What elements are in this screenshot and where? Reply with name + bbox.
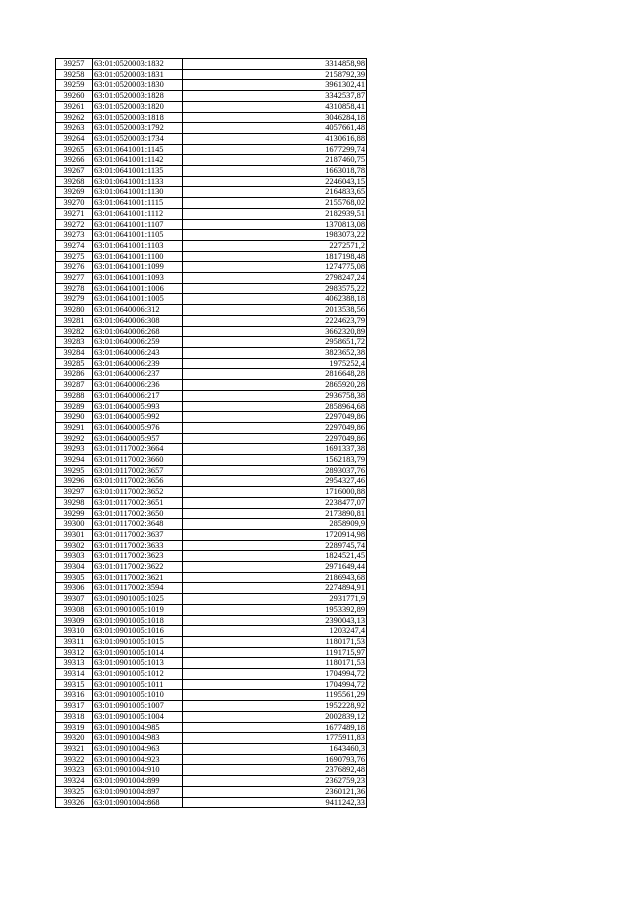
row-number-cell: 39316 bbox=[56, 690, 93, 701]
row-number-cell: 39298 bbox=[56, 497, 93, 508]
cadastral-number-cell: 63:01:0520003:1830 bbox=[93, 80, 183, 91]
cadastral-value-cell: 1691337,38 bbox=[183, 444, 367, 455]
table-row bbox=[56, 519, 367, 530]
row-number-cell: 39326 bbox=[56, 797, 93, 808]
cadastral-number-cell: 63:01:0640005:976 bbox=[93, 422, 183, 433]
row-number-cell: 39275 bbox=[56, 251, 93, 262]
cadastral-number-cell: 63:01:0641001:1005 bbox=[93, 294, 183, 305]
cadastral-value-cell: 2186943,68 bbox=[183, 572, 367, 583]
table-row bbox=[56, 433, 367, 444]
cadastral-number-cell: 63:01:0901004:963 bbox=[93, 744, 183, 755]
table-row bbox=[56, 508, 367, 519]
cadastral-number-cell: 63:01:0901005:1014 bbox=[93, 647, 183, 658]
table-row bbox=[56, 133, 367, 144]
table-body bbox=[56, 59, 367, 808]
table-row bbox=[56, 754, 367, 765]
table-row bbox=[56, 101, 367, 112]
row-number-cell: 39325 bbox=[56, 786, 93, 797]
table-row bbox=[56, 347, 367, 358]
row-number-cell: 39318 bbox=[56, 711, 93, 722]
table-row bbox=[56, 155, 367, 166]
table-row bbox=[56, 358, 367, 369]
table-row bbox=[56, 390, 367, 401]
cadastral-number-cell: 63:01:0901004:899 bbox=[93, 776, 183, 787]
table-row bbox=[56, 540, 367, 551]
cadastral-number-cell: 63:01:0117002:3652 bbox=[93, 487, 183, 498]
cadastral-number-cell: 63:01:0641001:1145 bbox=[93, 144, 183, 155]
row-number-cell: 39264 bbox=[56, 133, 93, 144]
cadastral-number-cell: 63:01:0640005:957 bbox=[93, 433, 183, 444]
cadastral-number-cell: 63:01:0901004:897 bbox=[93, 786, 183, 797]
cadastral-number-cell: 63:01:0640005:992 bbox=[93, 412, 183, 423]
table-row bbox=[56, 240, 367, 251]
row-number-cell: 39278 bbox=[56, 283, 93, 294]
cadastral-value-cell: 2893037,76 bbox=[183, 465, 367, 476]
table-row bbox=[56, 422, 367, 433]
cadastral-number-cell: 63:01:0901005:1018 bbox=[93, 615, 183, 626]
cadastral-number-cell: 63:01:0640006:308 bbox=[93, 315, 183, 326]
row-number-cell: 39258 bbox=[56, 69, 93, 80]
cadastral-value-cell: 2173890,81 bbox=[183, 508, 367, 519]
row-number-cell: 39287 bbox=[56, 380, 93, 391]
cadastral-number-cell: 63:01:0117002:3650 bbox=[93, 508, 183, 519]
row-number-cell: 39273 bbox=[56, 230, 93, 241]
cadastral-number-cell: 63:01:0640006:236 bbox=[93, 380, 183, 391]
table-row bbox=[56, 455, 367, 466]
cadastral-value-cell: 4310858,41 bbox=[183, 101, 367, 112]
cadastral-value-cell: 2983575,22 bbox=[183, 283, 367, 294]
cadastral-number-cell: 63:01:0117002:3651 bbox=[93, 497, 183, 508]
cadastral-value-cell: 1704994,72 bbox=[183, 679, 367, 690]
cadastral-value-cell: 3342537,87 bbox=[183, 91, 367, 102]
row-number-cell: 39319 bbox=[56, 722, 93, 733]
table-row bbox=[56, 711, 367, 722]
row-number-cell: 39277 bbox=[56, 273, 93, 284]
cadastral-number-cell: 63:01:0640006:217 bbox=[93, 390, 183, 401]
table-row bbox=[56, 562, 367, 573]
table-row bbox=[56, 91, 367, 102]
table-row bbox=[56, 283, 367, 294]
cadastral-number-cell: 63:01:0117002:3660 bbox=[93, 455, 183, 466]
cadastral-value-cell: 2238477,07 bbox=[183, 497, 367, 508]
cadastral-number-cell: 63:01:0901004:985 bbox=[93, 722, 183, 733]
cadastral-number-cell: 63:01:0641001:1133 bbox=[93, 176, 183, 187]
cadastral-number-cell: 63:01:0520003:1820 bbox=[93, 101, 183, 112]
cadastral-number-cell: 63:01:0901005:1004 bbox=[93, 711, 183, 722]
cadastral-value-cell: 1953392,89 bbox=[183, 604, 367, 615]
table-row bbox=[56, 765, 367, 776]
cadastral-value-cell: 2858964,68 bbox=[183, 401, 367, 412]
row-number-cell: 39300 bbox=[56, 519, 93, 530]
row-number-cell: 39279 bbox=[56, 294, 93, 305]
cadastral-number-cell: 63:01:0641001:1105 bbox=[93, 230, 183, 241]
table-row bbox=[56, 647, 367, 658]
cadastral-value-cell: 3823652,38 bbox=[183, 347, 367, 358]
row-number-cell: 39267 bbox=[56, 166, 93, 177]
table-row bbox=[56, 273, 367, 284]
cadastral-number-cell: 63:01:0117002:3648 bbox=[93, 519, 183, 530]
row-number-cell: 39269 bbox=[56, 187, 93, 198]
cadastral-number-cell: 63:01:0640006:268 bbox=[93, 326, 183, 337]
cadastral-number-cell: 63:01:0117002:3657 bbox=[93, 465, 183, 476]
cadastral-number-cell: 63:01:0641001:1112 bbox=[93, 208, 183, 219]
row-number-cell: 39286 bbox=[56, 369, 93, 380]
cadastral-value-cell: 2858909,9 bbox=[183, 519, 367, 530]
cadastral-value-cell: 2155768,02 bbox=[183, 198, 367, 209]
cadastral-value-cell: 1663018,78 bbox=[183, 166, 367, 177]
table-row bbox=[56, 315, 367, 326]
cadastral-value-cell: 1677299,74 bbox=[183, 144, 367, 155]
cadastral-value-cell: 2182939,51 bbox=[183, 208, 367, 219]
table-row bbox=[56, 487, 367, 498]
table-row bbox=[56, 786, 367, 797]
cadastral-value-cell: 4057661,48 bbox=[183, 123, 367, 134]
table-row bbox=[56, 636, 367, 647]
row-number-cell: 39309 bbox=[56, 615, 93, 626]
cadastral-number-cell: 63:01:0641001:1006 bbox=[93, 283, 183, 294]
cadastral-value-cell: 1370813,08 bbox=[183, 219, 367, 230]
cadastral-number-cell: 63:01:0901004:983 bbox=[93, 733, 183, 744]
cadastral-value-cell: 1983073,22 bbox=[183, 230, 367, 241]
row-number-cell: 39310 bbox=[56, 626, 93, 637]
table-row bbox=[56, 658, 367, 669]
cadastral-value-cell: 2936758,38 bbox=[183, 390, 367, 401]
cadastral-value-cell: 2297049,86 bbox=[183, 412, 367, 423]
table-row bbox=[56, 208, 367, 219]
row-number-cell: 39313 bbox=[56, 658, 93, 669]
cadastral-value-cell: 1975252,4 bbox=[183, 358, 367, 369]
row-number-cell: 39276 bbox=[56, 262, 93, 273]
table-row bbox=[56, 733, 367, 744]
cadastral-number-cell: 63:01:0520003:1831 bbox=[93, 69, 183, 80]
cadastral-value-cell: 2954327,46 bbox=[183, 476, 367, 487]
cadastral-value-cell: 1203247,4 bbox=[183, 626, 367, 637]
row-number-cell: 39263 bbox=[56, 123, 93, 134]
cadastral-value-cell: 2816648,28 bbox=[183, 369, 367, 380]
table-row bbox=[56, 380, 367, 391]
cadastral-value-cell: 3961302,41 bbox=[183, 80, 367, 91]
table-row bbox=[56, 401, 367, 412]
cadastral-value-cell: 1180171,53 bbox=[183, 658, 367, 669]
cadastral-value-cell: 2865920,28 bbox=[183, 380, 367, 391]
table-row bbox=[56, 337, 367, 348]
cadastral-number-cell: 63:01:0641001:1093 bbox=[93, 273, 183, 284]
cadastral-value-cell: 1180171,53 bbox=[183, 636, 367, 647]
row-number-cell: 39306 bbox=[56, 583, 93, 594]
row-number-cell: 39320 bbox=[56, 733, 93, 744]
cadastral-value-cell: 9411242,33 bbox=[183, 797, 367, 808]
cadastral-number-cell: 63:01:0520003:1734 bbox=[93, 133, 183, 144]
row-number-cell: 39305 bbox=[56, 572, 93, 583]
cadastral-number-cell: 63:01:0117002:3622 bbox=[93, 562, 183, 573]
cadastral-value-cell: 3662320,89 bbox=[183, 326, 367, 337]
cadastral-number-cell: 63:01:0117002:3664 bbox=[93, 444, 183, 455]
row-number-cell: 39304 bbox=[56, 562, 93, 573]
row-number-cell: 39262 bbox=[56, 112, 93, 123]
row-number-cell: 39301 bbox=[56, 529, 93, 540]
cadastral-value-cell: 2798247,24 bbox=[183, 273, 367, 284]
table-row bbox=[56, 251, 367, 262]
row-number-cell: 39303 bbox=[56, 551, 93, 562]
cadastral-value-cell: 1690793,76 bbox=[183, 754, 367, 765]
row-number-cell: 39268 bbox=[56, 176, 93, 187]
cadastral-value-table bbox=[55, 58, 367, 808]
row-number-cell: 39324 bbox=[56, 776, 93, 787]
row-number-cell: 39280 bbox=[56, 305, 93, 316]
cadastral-number-cell: 63:01:0117002:3656 bbox=[93, 476, 183, 487]
cadastral-value-cell: 4062388,18 bbox=[183, 294, 367, 305]
row-number-cell: 39266 bbox=[56, 155, 93, 166]
row-number-cell: 39322 bbox=[56, 754, 93, 765]
cadastral-number-cell: 63:01:0901005:1007 bbox=[93, 701, 183, 712]
table-row bbox=[56, 444, 367, 455]
cadastral-number-cell: 63:01:0641001:1130 bbox=[93, 187, 183, 198]
row-number-cell: 39291 bbox=[56, 422, 93, 433]
cadastral-number-cell: 63:01:0117002:3633 bbox=[93, 540, 183, 551]
row-number-cell: 39292 bbox=[56, 433, 93, 444]
cadastral-value-cell: 3314858,98 bbox=[183, 59, 367, 70]
table-row bbox=[56, 797, 367, 808]
row-number-cell: 39311 bbox=[56, 636, 93, 647]
row-number-cell: 39274 bbox=[56, 240, 93, 251]
cadastral-value-cell: 2971649,44 bbox=[183, 562, 367, 573]
cadastral-number-cell: 63:01:0901005:1011 bbox=[93, 679, 183, 690]
row-number-cell: 39284 bbox=[56, 347, 93, 358]
row-number-cell: 39323 bbox=[56, 765, 93, 776]
cadastral-number-cell: 63:01:0117002:3621 bbox=[93, 572, 183, 583]
row-number-cell: 39261 bbox=[56, 101, 93, 112]
cadastral-number-cell: 63:01:0640006:239 bbox=[93, 358, 183, 369]
cadastral-value-cell: 2224623,79 bbox=[183, 315, 367, 326]
cadastral-value-cell: 2297049,86 bbox=[183, 433, 367, 444]
table-row bbox=[56, 744, 367, 755]
table-row bbox=[56, 69, 367, 80]
row-number-cell: 39283 bbox=[56, 337, 93, 348]
table-row bbox=[56, 701, 367, 712]
cadastral-number-cell: 63:01:0640006:243 bbox=[93, 347, 183, 358]
cadastral-value-cell: 1195561,29 bbox=[183, 690, 367, 701]
cadastral-number-cell: 63:01:0520003:1832 bbox=[93, 59, 183, 70]
table-row bbox=[56, 529, 367, 540]
table-row bbox=[56, 187, 367, 198]
cadastral-value-cell: 4130616,88 bbox=[183, 133, 367, 144]
table-row bbox=[56, 690, 367, 701]
table-row bbox=[56, 219, 367, 230]
cadastral-value-cell: 1677489,18 bbox=[183, 722, 367, 733]
cadastral-number-cell: 63:01:0117002:3594 bbox=[93, 583, 183, 594]
cadastral-value-cell: 1720914,98 bbox=[183, 529, 367, 540]
table-row bbox=[56, 176, 367, 187]
row-number-cell: 39307 bbox=[56, 594, 93, 605]
row-number-cell: 39299 bbox=[56, 508, 93, 519]
cadastral-value-cell: 1704994,72 bbox=[183, 669, 367, 680]
row-number-cell: 39270 bbox=[56, 198, 93, 209]
cadastral-value-cell: 2187460,75 bbox=[183, 155, 367, 166]
row-number-cell: 39321 bbox=[56, 744, 93, 755]
row-number-cell: 39314 bbox=[56, 669, 93, 680]
table-row bbox=[56, 497, 367, 508]
row-number-cell: 39265 bbox=[56, 144, 93, 155]
table-row bbox=[56, 144, 367, 155]
row-number-cell: 39289 bbox=[56, 401, 93, 412]
cadastral-number-cell: 63:01:0901005:1025 bbox=[93, 594, 183, 605]
row-number-cell: 39288 bbox=[56, 390, 93, 401]
cadastral-number-cell: 63:01:0641001:1115 bbox=[93, 198, 183, 209]
cadastral-value-cell: 2289745,74 bbox=[183, 540, 367, 551]
cadastral-value-cell: 2274894,91 bbox=[183, 583, 367, 594]
cadastral-value-cell: 2164833,65 bbox=[183, 187, 367, 198]
cadastral-number-cell: 63:01:0641001:1103 bbox=[93, 240, 183, 251]
table-row bbox=[56, 604, 367, 615]
cadastral-number-cell: 63:01:0901004:910 bbox=[93, 765, 183, 776]
table-row bbox=[56, 326, 367, 337]
cadastral-value-cell: 1643460,3 bbox=[183, 744, 367, 755]
row-number-cell: 39295 bbox=[56, 465, 93, 476]
cadastral-number-cell: 63:01:0901004:868 bbox=[93, 797, 183, 808]
row-number-cell: 39260 bbox=[56, 91, 93, 102]
cadastral-value-cell: 2931771,9 bbox=[183, 594, 367, 605]
table-row bbox=[56, 80, 367, 91]
cadastral-value-cell: 2158792,39 bbox=[183, 69, 367, 80]
cadastral-number-cell: 63:01:0520003:1828 bbox=[93, 91, 183, 102]
cadastral-value-cell: 3046284,18 bbox=[183, 112, 367, 123]
table-row bbox=[56, 615, 367, 626]
cadastral-value-cell: 1824521,45 bbox=[183, 551, 367, 562]
cadastral-number-cell: 63:01:0641001:1142 bbox=[93, 155, 183, 166]
table-row bbox=[56, 369, 367, 380]
cadastral-number-cell: 63:01:0640006:312 bbox=[93, 305, 183, 316]
row-number-cell: 39312 bbox=[56, 647, 93, 658]
cadastral-number-cell: 63:01:0520003:1792 bbox=[93, 123, 183, 134]
table-row bbox=[56, 294, 367, 305]
cadastral-number-cell: 63:01:0520003:1818 bbox=[93, 112, 183, 123]
row-number-cell: 39285 bbox=[56, 358, 93, 369]
cadastral-number-cell: 63:01:0901004:923 bbox=[93, 754, 183, 765]
table-row bbox=[56, 626, 367, 637]
cadastral-number-cell: 63:01:0640006:237 bbox=[93, 369, 183, 380]
cadastral-number-cell: 63:01:0640005:993 bbox=[93, 401, 183, 412]
cadastral-number-cell: 63:01:0901005:1016 bbox=[93, 626, 183, 637]
table-row bbox=[56, 59, 367, 70]
row-number-cell: 39257 bbox=[56, 59, 93, 70]
cadastral-number-cell: 63:01:0641001:1107 bbox=[93, 219, 183, 230]
row-number-cell: 39259 bbox=[56, 80, 93, 91]
cadastral-value-cell: 1274775,08 bbox=[183, 262, 367, 273]
table-row bbox=[56, 669, 367, 680]
row-number-cell: 39315 bbox=[56, 679, 93, 690]
cadastral-value-cell: 1775911,83 bbox=[183, 733, 367, 744]
row-number-cell: 39296 bbox=[56, 476, 93, 487]
row-number-cell: 39282 bbox=[56, 326, 93, 337]
cadastral-value-cell: 1191715,97 bbox=[183, 647, 367, 658]
cadastral-value-cell: 1817198,48 bbox=[183, 251, 367, 262]
cadastral-value-cell: 1562183,79 bbox=[183, 455, 367, 466]
table-row bbox=[56, 583, 367, 594]
cadastral-value-cell: 1952228,92 bbox=[183, 701, 367, 712]
cadastral-number-cell: 63:01:0901005:1015 bbox=[93, 636, 183, 647]
row-number-cell: 39308 bbox=[56, 604, 93, 615]
table-row bbox=[56, 551, 367, 562]
cadastral-number-cell: 63:01:0641001:1099 bbox=[93, 262, 183, 273]
cadastral-number-cell: 63:01:0901005:1010 bbox=[93, 690, 183, 701]
cadastral-number-cell: 63:01:0901005:1013 bbox=[93, 658, 183, 669]
cadastral-number-cell: 63:01:0901005:1019 bbox=[93, 604, 183, 615]
row-number-cell: 39317 bbox=[56, 701, 93, 712]
row-number-cell: 39297 bbox=[56, 487, 93, 498]
row-number-cell: 39281 bbox=[56, 315, 93, 326]
row-number-cell: 39290 bbox=[56, 412, 93, 423]
cadastral-number-cell: 63:01:0640006:259 bbox=[93, 337, 183, 348]
cadastral-value-cell: 2272571,2 bbox=[183, 240, 367, 251]
table-row bbox=[56, 262, 367, 273]
cadastral-number-cell: 63:01:0117002:3637 bbox=[93, 529, 183, 540]
table-row bbox=[56, 123, 367, 134]
cadastral-value-cell: 2013538,56 bbox=[183, 305, 367, 316]
table-row bbox=[56, 572, 367, 583]
cadastral-number-cell: 63:01:0641001:1100 bbox=[93, 251, 183, 262]
cadastral-value-cell: 1716000,88 bbox=[183, 487, 367, 498]
table-row bbox=[56, 465, 367, 476]
table-row bbox=[56, 305, 367, 316]
table-row bbox=[56, 230, 367, 241]
cadastral-value-cell: 2360121,36 bbox=[183, 786, 367, 797]
cadastral-number-cell: 63:01:0641001:1135 bbox=[93, 166, 183, 177]
cadastral-number-cell: 63:01:0901005:1012 bbox=[93, 669, 183, 680]
table-row bbox=[56, 679, 367, 690]
cadastral-value-cell: 2297049,86 bbox=[183, 422, 367, 433]
row-number-cell: 39294 bbox=[56, 455, 93, 466]
table-row bbox=[56, 594, 367, 605]
table-row bbox=[56, 198, 367, 209]
table-row bbox=[56, 476, 367, 487]
table-row bbox=[56, 412, 367, 423]
row-number-cell: 39272 bbox=[56, 219, 93, 230]
cadastral-value-cell: 2362759,23 bbox=[183, 776, 367, 787]
row-number-cell: 39293 bbox=[56, 444, 93, 455]
table-row bbox=[56, 166, 367, 177]
row-number-cell: 39302 bbox=[56, 540, 93, 551]
cadastral-value-cell: 2390043,13 bbox=[183, 615, 367, 626]
table-row bbox=[56, 722, 367, 733]
cadastral-value-cell: 2002839,12 bbox=[183, 711, 367, 722]
cadastral-value-cell: 2246043,15 bbox=[183, 176, 367, 187]
cadastral-value-cell: 2958651,72 bbox=[183, 337, 367, 348]
row-number-cell: 39271 bbox=[56, 208, 93, 219]
table-row bbox=[56, 112, 367, 123]
cadastral-number-cell: 63:01:0117002:3623 bbox=[93, 551, 183, 562]
cadastral-value-cell: 2376892,48 bbox=[183, 765, 367, 776]
table-row bbox=[56, 776, 367, 787]
